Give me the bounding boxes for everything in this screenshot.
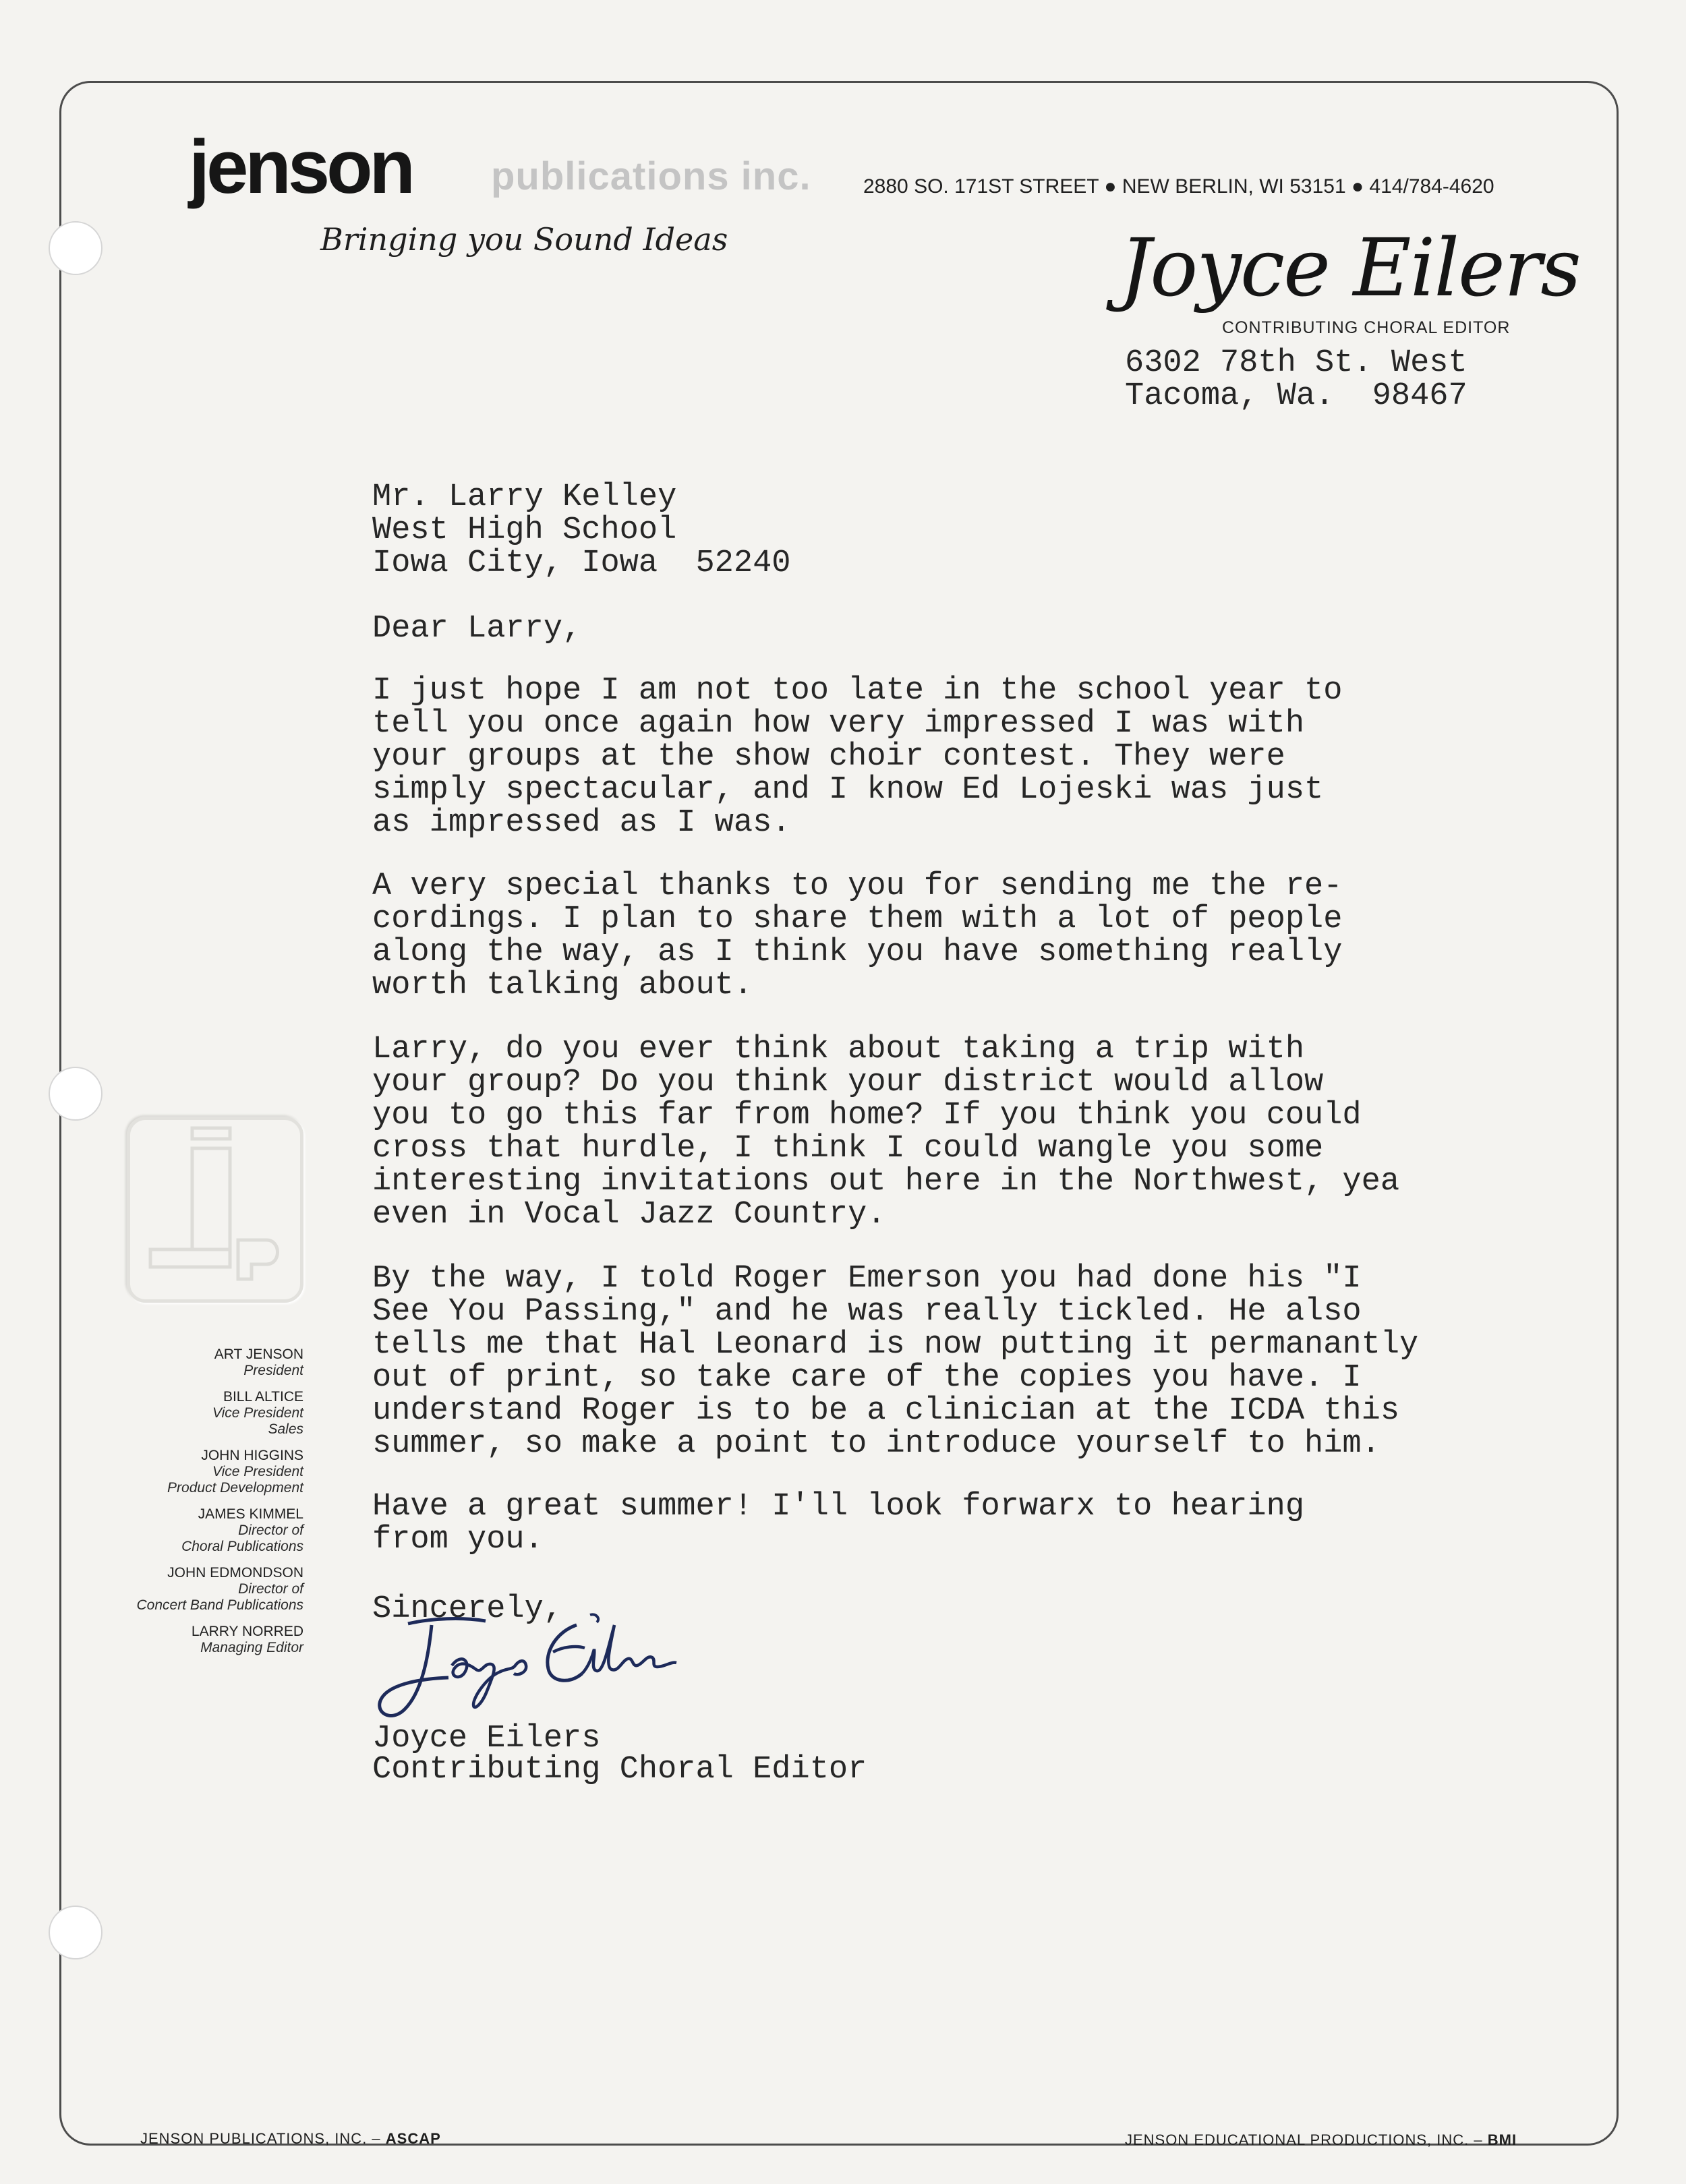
footer-left-text: JENSON PUBLICATIONS, INC. – (140, 2130, 386, 2147)
officer-role: Choral Publications (181, 1539, 303, 1554)
body-paragraph: Larry, do you ever think about taking a trip with your group? Do you think your district would allow you to go this far from home? If you think you could cross that hurdle, I think I could wangle you some interesting invitations out here in the Northwest, yea even in Vocal Jazz Country. (372, 1032, 1400, 1233)
sender-address-line: 6302 78th St. West (1125, 345, 1467, 381)
officer-role: Vice President (212, 1464, 303, 1479)
officer-entry (101, 1506, 303, 1555)
company-logo-word: jenson (189, 125, 412, 209)
officers-list (101, 1346, 303, 1665)
officer-name: JOHN EDMONDSON (167, 1565, 303, 1581)
footer-right (1125, 2128, 1517, 2152)
recipient-address (372, 481, 979, 580)
sender-address (1125, 347, 1503, 413)
embossed-logo-seal (127, 1117, 303, 1303)
officer-name: JOHN HIGGINS (201, 1448, 303, 1463)
officer-role: Concert Band Publications (136, 1597, 303, 1613)
footer-right-society: BMI (1487, 2131, 1517, 2148)
punch-hole (49, 221, 103, 275)
officer-role: Director of (238, 1581, 303, 1597)
officer-name: LARRY NORRED (191, 1624, 303, 1639)
officer-name: ART JENSON (214, 1347, 303, 1362)
typed-name: Joyce Eilers (372, 1721, 601, 1757)
sender-title: CONTRIBUTING CHORAL EDITOR (1222, 318, 1511, 337)
officer-role: Vice President (212, 1405, 303, 1421)
company-logo-subtitle: publications inc. (491, 154, 811, 198)
officer-name: BILL ALTICE (223, 1389, 303, 1405)
footer-left (140, 2127, 441, 2151)
company-address: 2880 SO. 171ST STREET ● NEW BERLIN, WI 53151 ● 414/784-4620 (863, 175, 1494, 198)
recipient-line: West High School (372, 512, 677, 548)
recipient-line: Iowa City, Iowa 52240 (372, 545, 791, 581)
officer-entry (101, 1388, 303, 1438)
handwritten-signature (368, 1598, 718, 1733)
officer-entry (101, 1564, 303, 1614)
body-paragraph: I just hope I am not too late in the school year to tell you once again how very impressed I was with your groups at the show choir contest. They were simply spectacular, and I know Ed Lojeski was just as impressed as I was. (372, 673, 1343, 841)
body-paragraph: Have a great summer! I'll look forwarx to hearing from you. (372, 1489, 1305, 1558)
salutation: Dear Larry, (372, 611, 582, 647)
embossed-jp-mark (130, 1120, 300, 1299)
officer-entry (101, 1623, 303, 1656)
body-paragraph: By the way, I told Roger Emerson you had done his "I See You Passing," and he was really tickled. He also tells me that Hal Leonard is now putting it permanantly out of print, so take care of the copies you have. I understand Roger is to be a clinician at the ICDA this summer, so make a point to introduce yourself to him. (372, 1261, 1419, 1462)
punch-hole (49, 1906, 103, 1959)
officer-role: Sales (268, 1421, 303, 1437)
recipient-line: Mr. Larry Kelley (372, 479, 677, 515)
company-tagline: Bringing you Sound Ideas (320, 221, 728, 258)
officer-entry (101, 1346, 303, 1379)
officer-role: Managing Editor (200, 1640, 303, 1655)
punch-hole (49, 1067, 103, 1121)
officer-role: President (243, 1363, 303, 1378)
body-paragraph: A very special thanks to you for sending me the re- cordings. I plan to share them with a lot of people along the way, as I think you have something really worth talking about. (372, 868, 1343, 1003)
sender-address-line: Tacoma, Wa. 98467 (1125, 378, 1467, 414)
closing: Sincerely, (372, 1591, 563, 1627)
officer-role: Product Development (167, 1480, 303, 1496)
officer-role: Director of (238, 1523, 303, 1538)
footer-left-society: ASCAP (385, 2130, 441, 2147)
sender-name-script: Joyce Eilers (1120, 221, 1580, 314)
officer-name: JAMES KIMMEL (198, 1506, 303, 1522)
footer-right-text: JENSON EDUCATIONAL PRODUCTIONS, INC. – (1125, 2131, 1488, 2148)
officer-entry (101, 1447, 303, 1496)
typed-title: Contributing Choral Editor (372, 1752, 867, 1788)
